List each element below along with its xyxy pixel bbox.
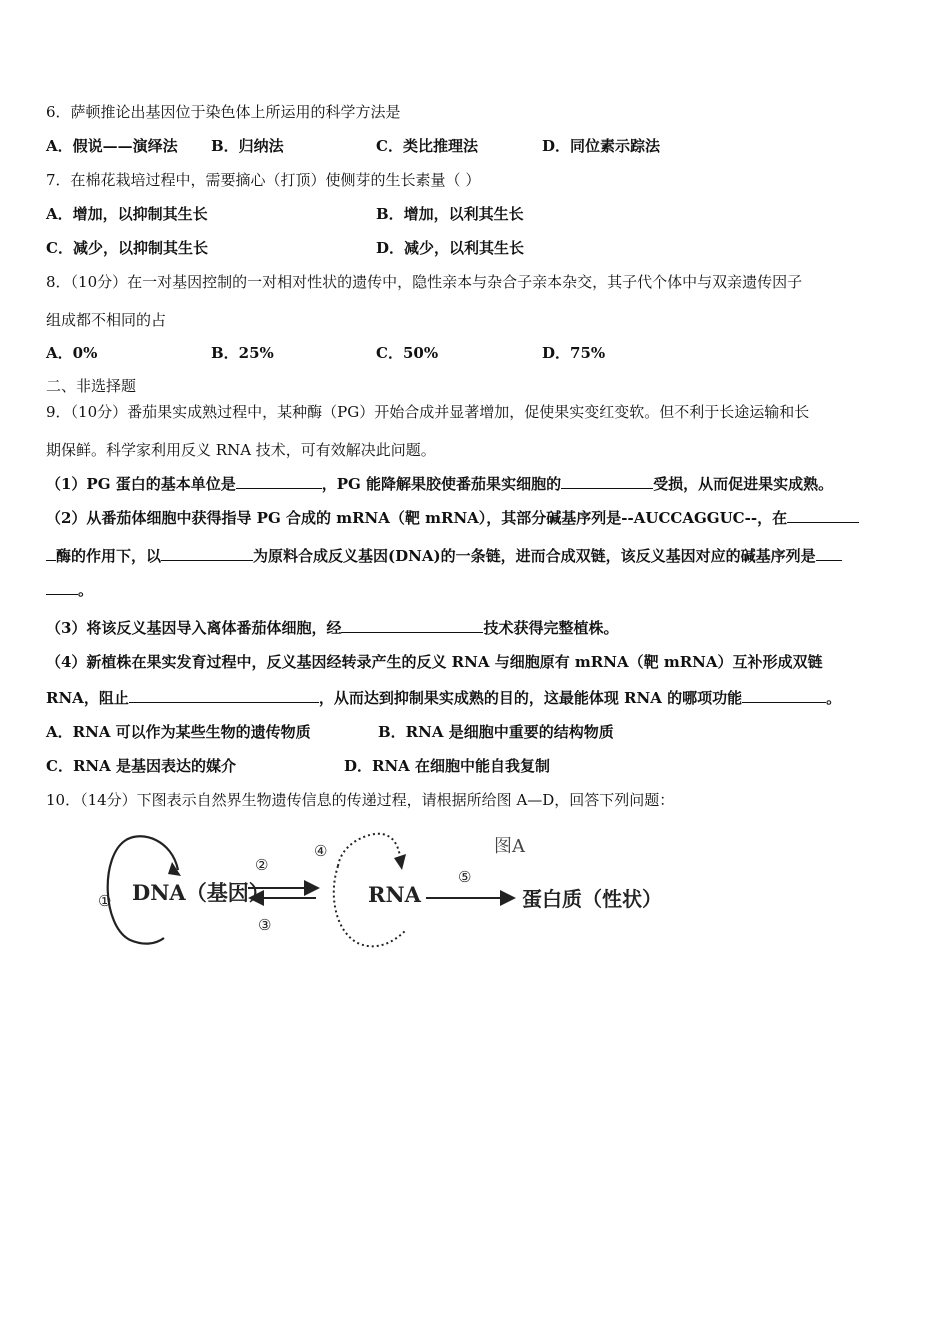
q9-blank-3a[interactable] — [787, 508, 859, 523]
label-n4: ④ — [314, 842, 328, 860]
q9-part2-text-b: 酶的作用下，以 — [56, 547, 162, 565]
q9-blank-5a[interactable] — [816, 546, 842, 561]
q9-part4-text-b: RNA，阻止 — [46, 689, 129, 707]
label-n3: ③ — [258, 916, 272, 934]
q8-option-b: B．25% — [211, 344, 274, 362]
q9-part2-line1 — [46, 508, 859, 528]
q9-part1-text-c: 受损，从而促进果实成熟。 — [653, 475, 834, 493]
q9-part2-text-c: 为原料合成反义基因(DNA)的一条链，进而合成双链，该反义基因对应的碱基序列是 — [253, 547, 816, 565]
q7-stem: 7．在棉花栽培过程中，需要摘心（打顶）使侧芽的生长素量（ ） — [46, 171, 481, 189]
q6-option-a: A．假说——演绎法 — [46, 137, 178, 155]
q9-part4-line1: （4）新植株在果实发育过程中，反义基因经转录产生的反义 RNA 与细胞原有 mRNA（靶 mRNA）互补形成双链 — [46, 653, 823, 671]
q7-option-b: B．增加，以利其生长 — [376, 205, 524, 223]
q6-option-d: D．同位素示踪法 — [542, 137, 661, 155]
q7-option-a: A．增加，以抑制其生长 — [46, 205, 208, 223]
q9-part2-line3 — [46, 580, 93, 600]
q8-stem-line1: 8．（10分）在一对基因控制的一对相对性状的遗传中，隐性亲本与杂合子亲本杂交，其子代个体中与双亲遗传因子 — [46, 273, 803, 291]
q9-part1-text-b: ，PG 能降解果胶使番茄果实细胞的 — [321, 475, 562, 493]
q9-option-a: A．RNA 可以作为某些生物的遗传物质 — [46, 723, 311, 741]
q9-part3 — [46, 618, 618, 638]
protein-label: 蛋白质（性状） — [522, 887, 662, 911]
q9-option-c: C．RNA 是基因表达的媒介 — [46, 757, 236, 775]
q9-part2-text-d: 。 — [78, 581, 94, 599]
q9-part4-text-c: ，从而达到抑制果实成熟的目的，这最能体现 RNA 的哪项功能 — [318, 689, 743, 707]
q8-option-a: A．0% — [46, 344, 98, 362]
q9-blank-8[interactable] — [742, 688, 826, 703]
q9-blank-6[interactable] — [341, 618, 483, 633]
q9-part1 — [46, 474, 833, 494]
q9-blank-2[interactable] — [561, 474, 653, 489]
dna-label: DNA（基因） — [132, 880, 270, 905]
q9-blank-1[interactable] — [236, 474, 322, 489]
q9-option-d: D．RNA 在细胞中能自我复制 — [344, 757, 551, 775]
q9-part3-text-a: （3）将该反义基因导入离体番茄体细胞，经 — [46, 619, 342, 637]
q10-stem: 10．（14分）下图表示自然界生物遗传信息的传递过程，请根据所给图 A—D，回答下列问题： — [46, 791, 675, 809]
q6-option-b: B．归纳法 — [211, 137, 284, 155]
q9-part2-text-a: （2）从番茄体细胞中获得指导 PG 合成的 mRNA（靶 mRNA），其部分碱基序列是--AUCCAGGUC--，在 — [46, 509, 788, 527]
rna-replication-arrowhead — [394, 854, 406, 870]
q9-part4-line2 — [46, 688, 841, 708]
rna-label: RNA — [368, 882, 421, 907]
q6-option-c: C．类比推理法 — [376, 137, 478, 155]
q9-stem-line1: 9．（10分）番茄果实成熟过程中，某种酶（PG）开始合成并显著增加，促使果实变红变软。但不利于长途运输和长 — [46, 403, 810, 421]
q9-stem-line2: 期保鲜。科学家利用反义 RNA 技术，可有效解决此问题。 — [46, 441, 436, 459]
q9-blank-3b[interactable] — [46, 546, 56, 561]
q9-part2-line2 — [46, 546, 842, 566]
q9-part3-text-b: 技术获得完整植株。 — [483, 619, 619, 637]
rna-replication-loop — [338, 834, 400, 866]
q9-part4-text-d: 。 — [826, 689, 842, 707]
figure-title: 图A — [494, 836, 525, 857]
label-n2: ② — [255, 856, 269, 874]
replication-arrowhead — [168, 862, 181, 876]
q9-blank-7[interactable] — [129, 688, 319, 703]
q6-stem: 6．萨顿推论出基因位于染色体上所运用的科学方法是 — [46, 103, 401, 121]
q7-option-c: C．减少，以抑制其生长 — [46, 239, 208, 257]
q9-option-b: B．RNA 是细胞中重要的结构物质 — [378, 723, 614, 741]
label-n5: ⑤ — [458, 868, 472, 886]
q9-part1-text-a: （1）PG 蛋白的基本单位是 — [46, 475, 236, 493]
label-n1: ① — [98, 892, 112, 910]
q8-stem-line2: 组成都不相同的占 — [46, 311, 167, 329]
q9-blank-5b[interactable] — [46, 580, 78, 595]
central-dogma-diagram — [80, 826, 700, 956]
q8-option-d: D．75% — [542, 344, 606, 362]
section-heading: 二、非选择题 — [46, 377, 137, 395]
q9-blank-4[interactable] — [161, 546, 253, 561]
q8-option-c: C．50% — [376, 344, 439, 362]
q7-option-d: D．减少，以利其生长 — [376, 239, 525, 257]
